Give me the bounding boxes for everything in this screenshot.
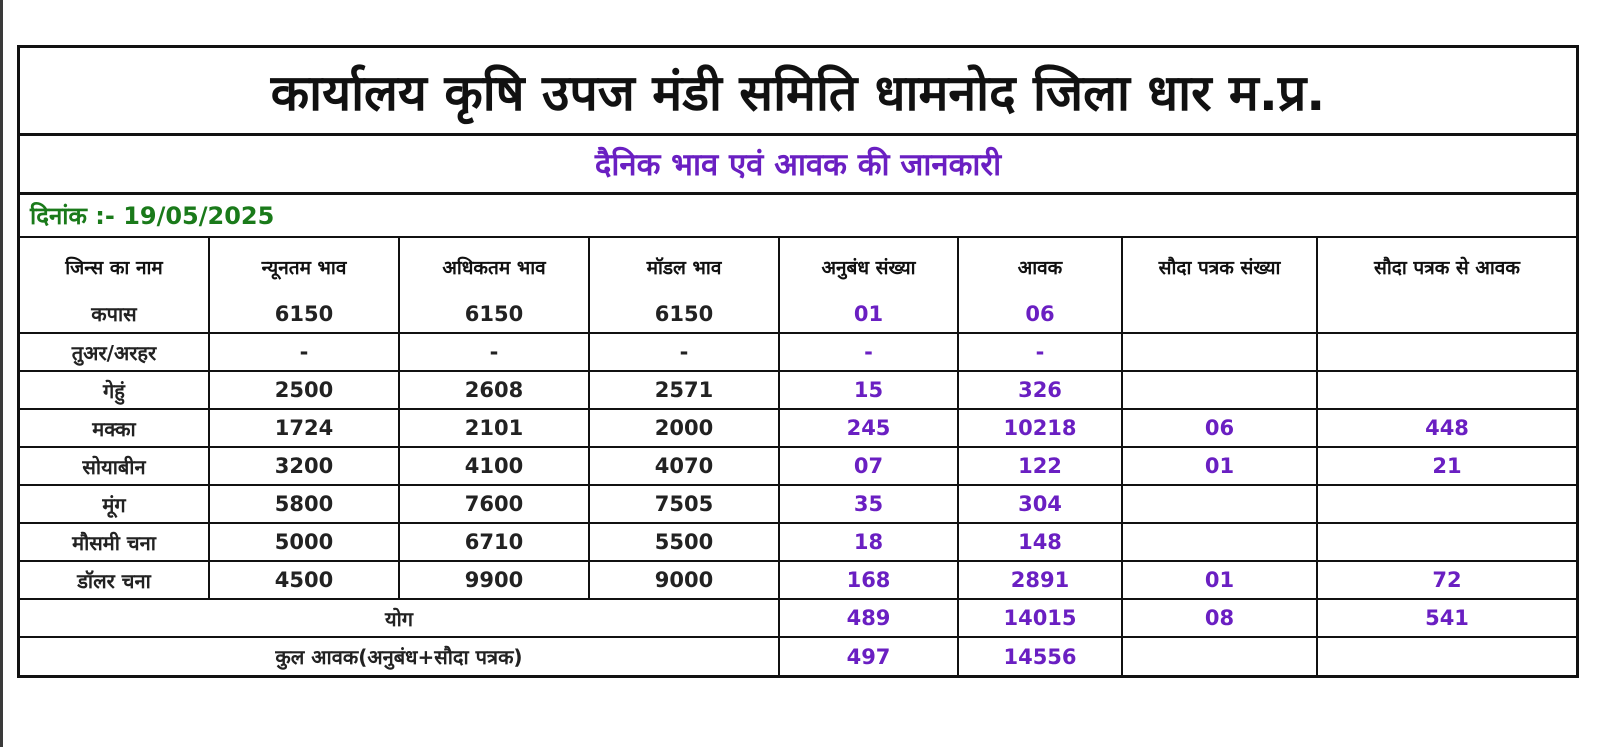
commodity-name: तुअर/अरहर <box>20 333 209 371</box>
arrival: 06 <box>958 295 1122 333</box>
arrival: 148 <box>958 523 1122 561</box>
max-price: 2608 <box>399 371 589 409</box>
contract-count: - <box>779 333 958 371</box>
max-price: 7600 <box>399 485 589 523</box>
contract-count: 18 <box>779 523 958 561</box>
arrival: 2891 <box>958 561 1122 599</box>
commodity-name: कपास <box>20 295 209 333</box>
col-header-arrival: आवक <box>958 238 1122 295</box>
max-price: 9900 <box>399 561 589 599</box>
table-row <box>20 447 1576 485</box>
deal-arrival: 448 <box>1317 409 1576 447</box>
total-deal-arrival: 541 <box>1317 599 1576 637</box>
grand-total-deal-count <box>1122 637 1317 675</box>
contract-count: 07 <box>779 447 958 485</box>
table-header-row <box>20 238 1576 295</box>
arrival: 326 <box>958 371 1122 409</box>
grand-total-deal-arrival <box>1317 637 1576 675</box>
arrival: 304 <box>958 485 1122 523</box>
table-row <box>20 523 1576 561</box>
model-price: 9000 <box>589 561 779 599</box>
col-header-max-price: अधिकतम भाव <box>399 238 589 295</box>
report-subtitle: दैनिक भाव एवं आवक की जानकारी <box>20 136 1576 195</box>
col-header-commodity: जिन्स का नाम <box>20 238 209 295</box>
deal-count <box>1122 371 1317 409</box>
contract-count: 01 <box>779 295 958 333</box>
deal-count <box>1122 295 1317 333</box>
contract-count: 15 <box>779 371 958 409</box>
max-price: 6710 <box>399 523 589 561</box>
table-row <box>20 333 1576 371</box>
max-price: 4100 <box>399 447 589 485</box>
table-row <box>20 561 1576 599</box>
model-price: 4070 <box>589 447 779 485</box>
col-header-contract-count: अनुबंध संख्या <box>779 238 958 295</box>
model-price: - <box>589 333 779 371</box>
commodity-name: मौसमी चना <box>20 523 209 561</box>
contract-count: 245 <box>779 409 958 447</box>
rate-sheet <box>17 45 1579 678</box>
min-price: 1724 <box>209 409 399 447</box>
commodity-name: सोयाबीन <box>20 447 209 485</box>
grand-total-label: कुल आवक(अनुबंध+सौदा पत्रक) <box>20 637 779 675</box>
table-row <box>20 371 1576 409</box>
table-row <box>20 409 1576 447</box>
deal-count: 06 <box>1122 409 1317 447</box>
grand-total-contract-count: 497 <box>779 637 958 675</box>
arrival: 122 <box>958 447 1122 485</box>
total-row <box>20 599 1576 637</box>
total-contract-count: 489 <box>779 599 958 637</box>
commodity-name: मक्का <box>20 409 209 447</box>
model-price: 6150 <box>589 295 779 333</box>
rates-table <box>20 238 1576 675</box>
model-price: 2000 <box>589 409 779 447</box>
col-header-deal-arrival: सौदा पत्रक से आवक <box>1317 238 1576 295</box>
deal-arrival: 72 <box>1317 561 1576 599</box>
total-label: योग <box>20 599 779 637</box>
deal-count: 01 <box>1122 561 1317 599</box>
deal-count <box>1122 485 1317 523</box>
max-price: 2101 <box>399 409 589 447</box>
total-deal-count: 08 <box>1122 599 1317 637</box>
col-header-model-price: मॉडल भाव <box>589 238 779 295</box>
model-price: 2571 <box>589 371 779 409</box>
deal-arrival <box>1317 295 1576 333</box>
commodity-name: डॉलर चना <box>20 561 209 599</box>
deal-arrival <box>1317 333 1576 371</box>
min-price: - <box>209 333 399 371</box>
deal-arrival: 21 <box>1317 447 1576 485</box>
deal-arrival <box>1317 371 1576 409</box>
total-arrival: 14015 <box>958 599 1122 637</box>
min-price: 6150 <box>209 295 399 333</box>
min-price: 2500 <box>209 371 399 409</box>
grand-total-row <box>20 637 1576 675</box>
report-date: दिनांक :- 19/05/2025 <box>20 195 1576 238</box>
left-edge-strip <box>0 0 3 747</box>
arrival: 10218 <box>958 409 1122 447</box>
max-price: 6150 <box>399 295 589 333</box>
min-price: 3200 <box>209 447 399 485</box>
deal-count: 01 <box>1122 447 1317 485</box>
contract-count: 168 <box>779 561 958 599</box>
deal-arrival <box>1317 485 1576 523</box>
table-row <box>20 295 1576 333</box>
min-price: 5800 <box>209 485 399 523</box>
col-header-deal-count: सौदा पत्रक संख्या <box>1122 238 1317 295</box>
model-price: 5500 <box>589 523 779 561</box>
contract-count: 35 <box>779 485 958 523</box>
office-title: कार्यालय कृषि उपज मंडी समिति धामनोद जिला धार म.प्र. <box>20 48 1576 136</box>
col-header-min-price: न्यूनतम भाव <box>209 238 399 295</box>
model-price: 7505 <box>589 485 779 523</box>
max-price: - <box>399 333 589 371</box>
min-price: 5000 <box>209 523 399 561</box>
deal-count <box>1122 523 1317 561</box>
table-row <box>20 485 1576 523</box>
deal-arrival <box>1317 523 1576 561</box>
deal-count <box>1122 333 1317 371</box>
grand-total-arrival: 14556 <box>958 637 1122 675</box>
min-price: 4500 <box>209 561 399 599</box>
arrival: - <box>958 333 1122 371</box>
commodity-name: मूंग <box>20 485 209 523</box>
commodity-name: गेहुं <box>20 371 209 409</box>
